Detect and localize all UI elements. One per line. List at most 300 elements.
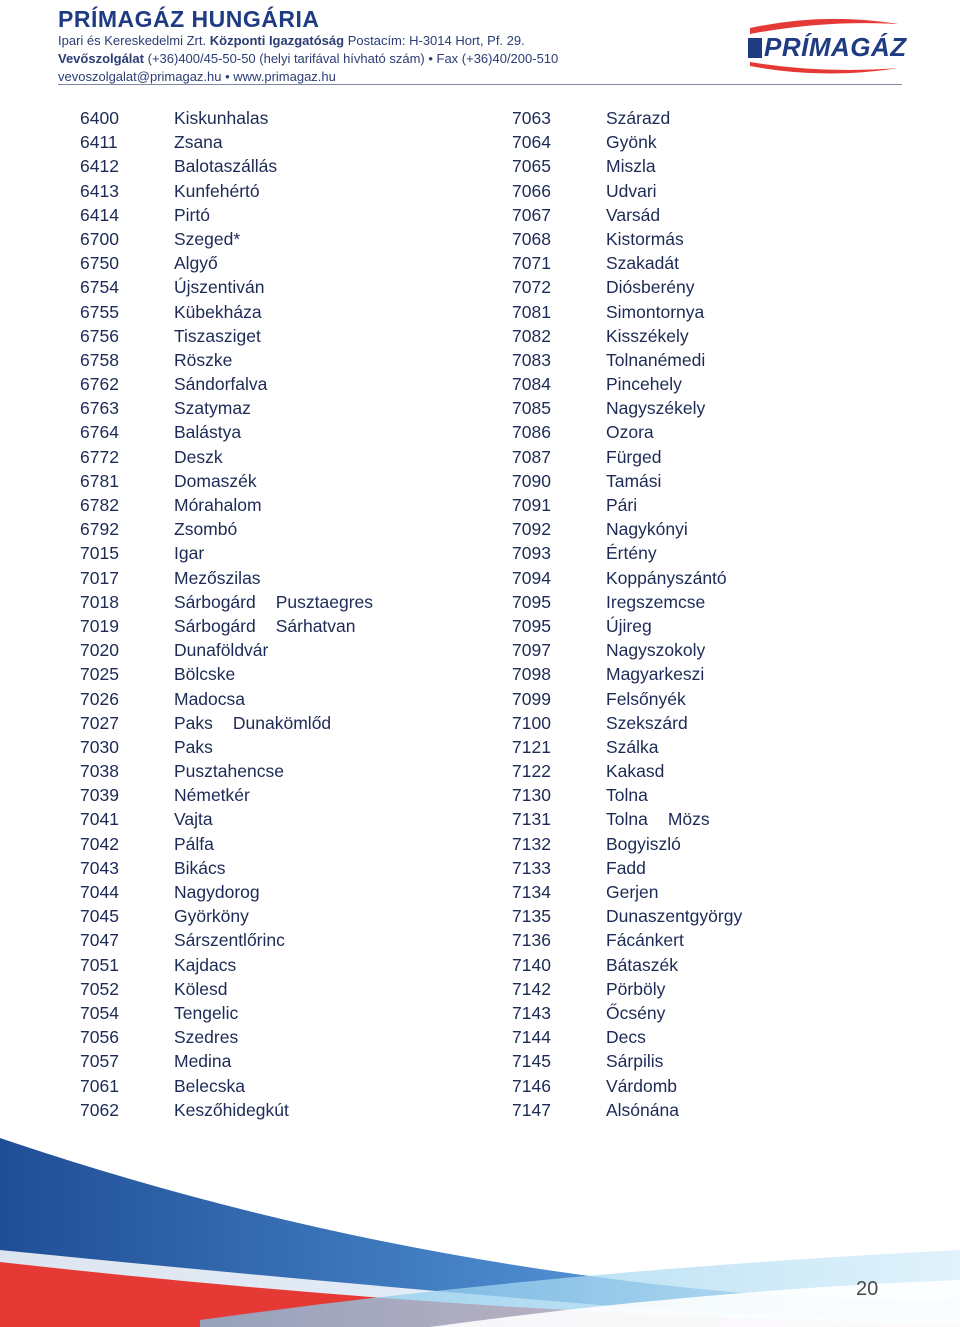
locality	[606, 711, 688, 735]
list-item	[512, 638, 932, 662]
city-name: Nagyszokoly	[606, 640, 706, 661]
postal-code: 7082	[512, 325, 551, 346]
locality	[606, 783, 648, 807]
city-name: Balotaszállás	[174, 156, 278, 177]
postal-code: 7041	[80, 809, 119, 830]
locality	[174, 154, 277, 178]
postal-code: 7056	[80, 1027, 119, 1048]
locality	[606, 130, 657, 154]
list-item	[512, 1098, 932, 1122]
postal-code: 7081	[512, 301, 551, 322]
postal-code: 7071	[512, 253, 551, 274]
locality	[606, 300, 704, 324]
locality	[174, 832, 214, 856]
city-name: Mórahalom	[174, 495, 262, 515]
postal-code: 6764	[80, 422, 119, 443]
city-name: Pusztahencse	[174, 761, 284, 782]
company-name: PRÍMAGÁZ HUNGÁRIA	[58, 6, 320, 32]
city-name: Várdomb	[606, 1075, 678, 1096]
postcode-list-right	[512, 106, 932, 1122]
city-name: Szálka	[606, 736, 659, 757]
city-name: Nagyszékely	[606, 398, 706, 419]
list-item	[80, 1049, 500, 1073]
list-item	[512, 590, 932, 614]
locality	[606, 227, 684, 251]
list-item	[80, 856, 500, 880]
postal-code: 7140	[512, 954, 551, 975]
postal-code: 7061	[80, 1075, 119, 1096]
list-item	[512, 687, 932, 711]
locality	[606, 638, 705, 662]
postal-code: 7099	[512, 688, 551, 709]
list-item	[512, 566, 932, 590]
city-name: Zsana	[174, 132, 223, 153]
city-name: Röszke	[174, 349, 233, 370]
postal-code: 7091	[512, 495, 551, 515]
postcode-list-left	[80, 106, 500, 1122]
postal-code: 6758	[80, 349, 119, 370]
city-name: Sárbogárd	[174, 615, 256, 636]
postal-code: 7095	[512, 591, 551, 612]
postal-code: 7017	[80, 567, 119, 588]
city-name: Újireg	[606, 615, 652, 636]
postal-code: 7019	[80, 615, 119, 636]
list-item	[80, 904, 500, 928]
postal-code: 6763	[80, 398, 119, 419]
locality	[174, 590, 373, 614]
city-name: Szeged*	[174, 228, 241, 249]
locality	[606, 590, 705, 614]
list-item	[80, 517, 500, 541]
postal-code: 6400	[80, 108, 119, 128]
locality	[606, 493, 637, 517]
list-item	[512, 251, 932, 275]
list-item	[80, 1074, 500, 1098]
city-name: Tiszasziget	[174, 325, 261, 346]
list-item	[80, 179, 500, 203]
list-item	[512, 227, 932, 251]
list-item	[512, 759, 932, 783]
city-name: Györköny	[174, 906, 249, 927]
postal-code: 7042	[80, 833, 119, 854]
list-item	[512, 179, 932, 203]
list-item	[512, 541, 932, 565]
list-item	[512, 275, 932, 299]
locality	[606, 735, 659, 759]
sub-locality: Mözs	[667, 809, 710, 830]
locality	[174, 759, 284, 783]
city-name: Értény	[606, 543, 657, 564]
postal-code: 7095	[512, 615, 551, 636]
postal-code: 6755	[80, 301, 119, 322]
postal-code: 6411	[80, 132, 118, 153]
list-item	[512, 735, 932, 759]
locality	[606, 687, 686, 711]
list-item	[80, 735, 500, 759]
list-item	[512, 928, 932, 952]
city-name: Simontornya	[606, 301, 705, 322]
list-item	[80, 251, 500, 275]
postal-code: 7062	[80, 1099, 119, 1120]
locality	[174, 977, 228, 1001]
locality	[174, 856, 226, 880]
postal-code: 7094	[512, 567, 551, 588]
list-item	[512, 420, 932, 444]
list-item	[80, 203, 500, 227]
list-item	[512, 517, 932, 541]
logo-text: PRÍMAGÁZ	[764, 32, 907, 62]
postal-code: 7131	[512, 809, 551, 830]
list-item	[80, 832, 500, 856]
postal-code: 7144	[512, 1027, 551, 1048]
sub-locality: Dunakömlőd	[232, 712, 332, 733]
locality	[174, 638, 268, 662]
city-name: Kajdacs	[174, 954, 237, 975]
locality	[606, 662, 704, 686]
locality	[606, 1098, 679, 1122]
postal-code: 7038	[80, 761, 119, 782]
postal-code: 7083	[512, 349, 551, 370]
locality	[174, 203, 210, 227]
list-item	[512, 662, 932, 686]
locality	[174, 348, 232, 372]
city-name: Szekszárd	[606, 712, 688, 733]
city-name: Gyönk	[606, 132, 657, 153]
list-item	[512, 953, 932, 977]
postal-code: 7066	[512, 180, 551, 201]
postal-code: 7064	[512, 132, 551, 153]
locality	[174, 300, 262, 324]
city-name: Sárbogárd	[174, 591, 256, 612]
locality	[174, 1025, 238, 1049]
list-item	[512, 1025, 932, 1049]
city-name: Igar	[174, 543, 205, 564]
postal-code: 7134	[512, 882, 551, 902]
city-name: Domaszék	[174, 470, 257, 491]
city-name: Medina	[174, 1051, 232, 1072]
locality	[606, 275, 695, 299]
city-name: Fürged	[606, 446, 662, 467]
city-name: Nagykónyi	[606, 519, 688, 540]
city-name: Bogyiszló	[606, 833, 681, 854]
city-name: Pörböly	[606, 978, 666, 999]
company-legal-name: Ipari és Kereskedelmi Zrt.	[58, 33, 207, 48]
city-name: Diósberény	[606, 277, 695, 298]
list-item	[512, 154, 932, 178]
postal-code: 7026	[80, 688, 119, 709]
postal-code: 7045	[80, 906, 119, 927]
list-item	[80, 590, 500, 614]
locality	[174, 1049, 231, 1073]
locality	[174, 687, 245, 711]
locality	[174, 1098, 289, 1122]
list-item	[80, 662, 500, 686]
postal-code: 7052	[80, 978, 119, 999]
list-item	[512, 396, 932, 420]
city-name: Pári	[606, 495, 638, 515]
postal-code: 7063	[512, 108, 551, 128]
postal-code: 7100	[512, 712, 551, 733]
locality	[174, 493, 262, 517]
postal-code: 7044	[80, 882, 119, 902]
postal-code: 7130	[512, 785, 551, 806]
list-item	[80, 130, 500, 154]
postal-code: 7097	[512, 640, 551, 661]
postal-code: 7020	[80, 640, 119, 661]
city-name: Mezőszilas	[174, 567, 261, 588]
list-item	[512, 348, 932, 372]
list-item	[80, 807, 500, 831]
city-name: Fácánkert	[606, 930, 684, 951]
postal-code: 7072	[512, 277, 551, 298]
locality	[606, 1049, 663, 1073]
list-item	[80, 348, 500, 372]
postal-code: 7135	[512, 906, 551, 927]
list-item	[512, 106, 932, 130]
postal-code: 7065	[512, 156, 551, 177]
list-item	[80, 711, 500, 735]
locality	[174, 614, 356, 638]
city-name: Kakasd	[606, 761, 665, 782]
locality	[174, 275, 264, 299]
city-name: Algyő	[174, 253, 218, 274]
list-item	[512, 203, 932, 227]
list-item	[80, 420, 500, 444]
list-item	[80, 324, 500, 348]
locality	[174, 324, 261, 348]
city-name: Dunaföldvár	[174, 640, 269, 661]
list-item	[80, 445, 500, 469]
list-item	[512, 880, 932, 904]
list-item	[512, 469, 932, 493]
postal-code: 7047	[80, 930, 119, 951]
postal-code: 7133	[512, 857, 551, 878]
list-item	[80, 928, 500, 952]
locality	[606, 614, 652, 638]
locality	[174, 953, 236, 977]
postal-code: 7068	[512, 228, 551, 249]
city-name: Pirtó	[174, 204, 210, 225]
city-name: Vajta	[174, 809, 213, 830]
locality	[606, 566, 727, 590]
locality	[606, 807, 710, 831]
postal-code: 7051	[80, 954, 119, 975]
list-item	[80, 396, 500, 420]
locality	[174, 420, 241, 444]
postal-code: 6772	[80, 446, 119, 467]
locality	[174, 735, 213, 759]
locality	[606, 324, 689, 348]
city-name: Zsombó	[174, 519, 238, 540]
locality	[174, 179, 260, 203]
locality	[606, 251, 679, 275]
locality	[606, 203, 660, 227]
postal-code: 7121	[512, 736, 551, 757]
decorative-waves	[0, 1130, 960, 1327]
locality	[606, 759, 664, 783]
phone-fax: (+36)400/45-50-50 (helyi tarifával hívható szám) • Fax (+36)40/200-510	[147, 51, 559, 66]
list-item	[80, 953, 500, 977]
list-item	[80, 154, 500, 178]
city-name: Kunfehértó	[174, 180, 260, 201]
postal-code: 6782	[80, 495, 119, 515]
list-item	[80, 227, 500, 251]
list-item	[80, 372, 500, 396]
locality	[174, 517, 237, 541]
locality	[606, 420, 654, 444]
locality	[606, 396, 705, 420]
locality	[606, 856, 646, 880]
list-item	[80, 493, 500, 517]
city-name: Varsád	[606, 204, 661, 225]
city-name: Kiskunhalas	[174, 108, 269, 128]
locality	[606, 106, 670, 130]
city-name: Bátaszék	[606, 954, 678, 975]
city-name: Belecska	[174, 1075, 246, 1096]
locality	[606, 953, 678, 977]
city-name: Őcsény	[606, 1002, 666, 1023]
postal-code: 7087	[512, 446, 551, 467]
locality	[174, 130, 223, 154]
city-name: Keszőhidegkút	[174, 1099, 289, 1120]
city-name: Tolnanémedi	[606, 349, 706, 370]
city-name: Felsőnyék	[606, 688, 686, 709]
locality	[174, 880, 260, 904]
city-name: Tengelic	[174, 1002, 239, 1023]
city-name: Németkér	[174, 785, 250, 806]
postal-code: 6781	[80, 470, 119, 491]
postal-code: 7025	[80, 664, 119, 685]
list-item	[512, 300, 932, 324]
postal-code: 7054	[80, 1002, 119, 1023]
primagaz-logo	[744, 14, 907, 84]
postal-code: 6756	[80, 325, 119, 346]
postal-code: 7098	[512, 664, 551, 685]
postal-code: 7039	[80, 785, 119, 806]
city-name: Sárszentlőrinc	[174, 930, 285, 951]
list-item	[512, 711, 932, 735]
city-name: Pincehely	[606, 374, 682, 395]
locality	[606, 348, 705, 372]
postal-address: Postacím: H-3014 Hort, Pf. 29.	[347, 33, 525, 48]
postal-code: 6700	[80, 228, 119, 249]
list-item	[512, 445, 932, 469]
city-name: Pálfa	[174, 833, 214, 854]
sub-locality: Sárhatvan	[275, 615, 356, 636]
locality	[174, 711, 331, 735]
city-name: Koppányszántó	[606, 567, 727, 588]
city-name: Bikács	[174, 857, 226, 878]
city-name: Udvari	[606, 180, 657, 201]
city-name: Tolna	[606, 785, 648, 806]
city-name: Nagydorog	[174, 882, 260, 902]
city-name: Újszentiván	[174, 277, 265, 298]
postal-code: 6792	[80, 519, 119, 540]
postal-code: 7147	[512, 1099, 551, 1120]
list-item	[512, 1049, 932, 1073]
city-name: Sárpilis	[606, 1051, 664, 1072]
city-name: Bölcske	[174, 664, 236, 685]
list-item	[80, 614, 500, 638]
locality	[174, 1001, 238, 1025]
locality	[606, 904, 742, 928]
list-item	[512, 832, 932, 856]
city-name: Sándorfalva	[174, 374, 268, 395]
header-web-line: vevoszolgalat@primagaz.hu • www.primagaz.hu	[58, 69, 336, 84]
locality	[174, 445, 223, 469]
locality	[606, 1074, 677, 1098]
list-item	[80, 638, 500, 662]
locality	[606, 1001, 665, 1025]
city-name: Paks	[174, 736, 213, 757]
postal-code: 7084	[512, 374, 551, 395]
postal-code: 6762	[80, 374, 119, 395]
locality	[174, 928, 285, 952]
list-item	[80, 1001, 500, 1025]
city-name: Ozora	[606, 422, 654, 443]
city-name: Kisszékely	[606, 325, 689, 346]
list-item	[80, 566, 500, 590]
list-item	[80, 275, 500, 299]
list-item	[512, 614, 932, 638]
postal-code: 6412	[80, 156, 119, 177]
postal-code: 7027	[80, 712, 119, 733]
list-item	[512, 904, 932, 928]
locality	[174, 807, 213, 831]
list-item	[80, 977, 500, 1001]
postal-code: 7043	[80, 857, 119, 878]
list-item	[512, 856, 932, 880]
city-name: Balástya	[174, 422, 242, 443]
postal-code: 7136	[512, 930, 551, 951]
locality	[606, 1025, 646, 1049]
postal-code: 7057	[80, 1051, 119, 1072]
locality	[606, 179, 657, 203]
list-item	[80, 687, 500, 711]
locality	[606, 832, 681, 856]
list-item	[512, 977, 932, 1001]
city-name: Szárazd	[606, 108, 671, 128]
locality	[606, 445, 661, 469]
city-name: Tamási	[606, 470, 662, 491]
city-name: Kistormás	[606, 228, 684, 249]
locality	[606, 372, 682, 396]
postal-code: 6414	[80, 204, 119, 225]
postal-code: 6413	[80, 180, 119, 201]
locality	[174, 106, 268, 130]
locality	[606, 977, 665, 1001]
city-name: Decs	[606, 1027, 646, 1048]
list-item	[512, 807, 932, 831]
city-name: Szedres	[174, 1027, 239, 1048]
city-name: Gerjen	[606, 882, 659, 902]
postal-code: 7018	[80, 591, 119, 612]
postal-code: 7145	[512, 1051, 551, 1072]
postal-code: 7092	[512, 519, 551, 540]
postal-code: 6750	[80, 253, 119, 274]
postal-code: 7086	[512, 422, 551, 443]
city-name: Kübekháza	[174, 301, 262, 322]
postal-code: 7030	[80, 736, 119, 757]
city-name: Alsónána	[606, 1099, 679, 1120]
postal-code: 7146	[512, 1075, 551, 1096]
postal-code: 7085	[512, 398, 551, 419]
postal-code: 7143	[512, 1002, 551, 1023]
city-name: Magyarkeszi	[606, 664, 705, 685]
locality	[174, 227, 240, 251]
locality	[174, 783, 250, 807]
locality	[606, 469, 661, 493]
